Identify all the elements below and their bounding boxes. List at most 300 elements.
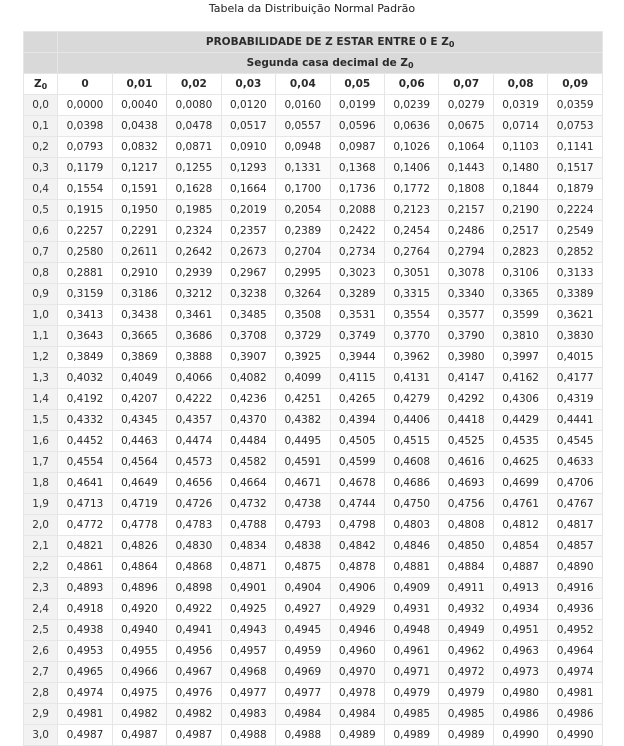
probability-cell: 0,4986 bbox=[548, 704, 603, 725]
probability-cell: 0,4890 bbox=[548, 557, 603, 578]
header-probability: PROBABILIDADE DE Z ESTAR ENTRE 0 E $Z_0$ bbox=[58, 32, 603, 53]
table-row bbox=[24, 704, 603, 725]
column-header: 0,05 bbox=[330, 74, 384, 95]
probability-cell: 0,0120 bbox=[221, 95, 275, 116]
probability-cell: 0,4394 bbox=[330, 410, 384, 431]
probability-cell: 0,4830 bbox=[167, 536, 221, 557]
column-header-z0: $Z_0$ bbox=[24, 74, 58, 95]
row-z-value: 0,2 bbox=[24, 137, 58, 158]
probability-cell: 0,1915 bbox=[58, 200, 112, 221]
probability-cell: 0,3508 bbox=[276, 305, 330, 326]
probability-cell: 0,4463 bbox=[112, 431, 166, 452]
row-z-value: 0,4 bbox=[24, 179, 58, 200]
probability-cell: 0,4964 bbox=[548, 641, 603, 662]
probability-cell: 0,1808 bbox=[439, 179, 493, 200]
probability-cell: 0,4222 bbox=[167, 389, 221, 410]
probability-cell: 0,4893 bbox=[58, 578, 112, 599]
table-row bbox=[24, 389, 603, 410]
probability-cell: 0,3186 bbox=[112, 284, 166, 305]
probability-cell: 0,4983 bbox=[221, 704, 275, 725]
probability-cell: 0,4986 bbox=[493, 704, 547, 725]
probability-cell: 0,3554 bbox=[385, 305, 439, 326]
probability-cell: 0,4925 bbox=[221, 599, 275, 620]
probability-cell: 0,0279 bbox=[439, 95, 493, 116]
probability-cell: 0,0000 bbox=[58, 95, 112, 116]
probability-cell: 0,3770 bbox=[385, 326, 439, 347]
probability-cell: 0,4857 bbox=[548, 536, 603, 557]
probability-cell: 0,2190 bbox=[493, 200, 547, 221]
probability-cell: 0,4357 bbox=[167, 410, 221, 431]
probability-cell: 0,1368 bbox=[330, 158, 384, 179]
probability-cell: 0,0596 bbox=[330, 116, 384, 137]
table-row bbox=[24, 221, 603, 242]
probability-cell: 0,4332 bbox=[58, 410, 112, 431]
table-row bbox=[24, 494, 603, 515]
row-z-value: 1,7 bbox=[24, 452, 58, 473]
probability-cell: 0,0948 bbox=[276, 137, 330, 158]
probability-cell: 0,4909 bbox=[385, 578, 439, 599]
probability-cell: 0,3212 bbox=[167, 284, 221, 305]
probability-cell: 0,1517 bbox=[548, 158, 603, 179]
table-row bbox=[24, 641, 603, 662]
probability-cell: 0,4984 bbox=[276, 704, 330, 725]
probability-cell: 0,2881 bbox=[58, 263, 112, 284]
probability-cell: 0,0557 bbox=[276, 116, 330, 137]
row-z-value: 1,8 bbox=[24, 473, 58, 494]
probability-cell: 0,4788 bbox=[221, 515, 275, 536]
column-header: 0,08 bbox=[493, 74, 547, 95]
probability-cell: 0,3749 bbox=[330, 326, 384, 347]
probability-cell: 0,3962 bbox=[385, 347, 439, 368]
probability-cell: 0,4838 bbox=[276, 536, 330, 557]
probability-cell: 0,2764 bbox=[385, 242, 439, 263]
probability-cell: 0,4032 bbox=[58, 368, 112, 389]
probability-cell: 0,4686 bbox=[385, 473, 439, 494]
table-row bbox=[24, 725, 603, 746]
probability-cell: 0,1844 bbox=[493, 179, 547, 200]
probability-cell: 0,4972 bbox=[439, 662, 493, 683]
probability-cell: 0,1026 bbox=[385, 137, 439, 158]
probability-cell: 0,2517 bbox=[493, 221, 547, 242]
probability-cell: 0,4495 bbox=[276, 431, 330, 452]
probability-cell: 0,4854 bbox=[493, 536, 547, 557]
probability-cell: 0,4015 bbox=[548, 347, 603, 368]
probability-cell: 0,3599 bbox=[493, 305, 547, 326]
row-z-value: 2,2 bbox=[24, 557, 58, 578]
probability-cell: 0,4916 bbox=[548, 578, 603, 599]
probability-cell: 0,2939 bbox=[167, 263, 221, 284]
probability-cell: 0,4162 bbox=[493, 368, 547, 389]
probability-cell: 0,1591 bbox=[112, 179, 166, 200]
probability-cell: 0,4988 bbox=[276, 725, 330, 746]
header-row-decimal bbox=[24, 53, 603, 74]
row-z-value: 1,3 bbox=[24, 368, 58, 389]
row-z-value: 0,0 bbox=[24, 95, 58, 116]
probability-cell: 0,3997 bbox=[493, 347, 547, 368]
table-row bbox=[24, 368, 603, 389]
header-second-decimal: Segunda casa decimal de $Z_0$ bbox=[58, 53, 603, 74]
probability-cell: 0,0040 bbox=[112, 95, 166, 116]
probability-cell: 0,4429 bbox=[493, 410, 547, 431]
table-row bbox=[24, 431, 603, 452]
row-z-value: 0,3 bbox=[24, 158, 58, 179]
probability-cell: 0,4808 bbox=[439, 515, 493, 536]
probability-cell: 0,2224 bbox=[548, 200, 603, 221]
probability-cell: 0,2357 bbox=[221, 221, 275, 242]
probability-cell: 0,4875 bbox=[276, 557, 330, 578]
probability-cell: 0,4778 bbox=[112, 515, 166, 536]
row-z-value: 2,7 bbox=[24, 662, 58, 683]
probability-cell: 0,4131 bbox=[385, 368, 439, 389]
probability-cell: 0,4974 bbox=[58, 683, 112, 704]
probability-cell: 0,4911 bbox=[439, 578, 493, 599]
table-row bbox=[24, 557, 603, 578]
probability-cell: 0,3531 bbox=[330, 305, 384, 326]
probability-cell: 0,4951 bbox=[493, 620, 547, 641]
row-z-value: 1,4 bbox=[24, 389, 58, 410]
probability-cell: 0,2704 bbox=[276, 242, 330, 263]
row-z-value: 2,5 bbox=[24, 620, 58, 641]
probability-cell: 0,4265 bbox=[330, 389, 384, 410]
probability-cell: 0,4975 bbox=[112, 683, 166, 704]
probability-cell: 0,4693 bbox=[439, 473, 493, 494]
probability-cell: 0,4147 bbox=[439, 368, 493, 389]
probability-cell: 0,4957 bbox=[221, 641, 275, 662]
table-row bbox=[24, 179, 603, 200]
row-z-value: 2,3 bbox=[24, 578, 58, 599]
probability-cell: 0,4554 bbox=[58, 452, 112, 473]
probability-cell: 0,2486 bbox=[439, 221, 493, 242]
probability-cell: 0,4927 bbox=[276, 599, 330, 620]
probability-cell: 0,2019 bbox=[221, 200, 275, 221]
probability-cell: 0,1179 bbox=[58, 158, 112, 179]
probability-cell: 0,4955 bbox=[112, 641, 166, 662]
probability-cell: 0,3888 bbox=[167, 347, 221, 368]
probability-cell: 0,0319 bbox=[493, 95, 547, 116]
probability-cell: 0,4049 bbox=[112, 368, 166, 389]
table-row bbox=[24, 473, 603, 494]
probability-cell: 0,3315 bbox=[385, 284, 439, 305]
probability-cell: 0,3023 bbox=[330, 263, 384, 284]
probability-cell: 0,1443 bbox=[439, 158, 493, 179]
probability-cell: 0,4582 bbox=[221, 452, 275, 473]
probability-cell: 0,4949 bbox=[439, 620, 493, 641]
probability-cell: 0,3264 bbox=[276, 284, 330, 305]
probability-cell: 0,1950 bbox=[112, 200, 166, 221]
probability-cell: 0,0160 bbox=[276, 95, 330, 116]
table-body bbox=[24, 95, 603, 746]
probability-cell: 0,4292 bbox=[439, 389, 493, 410]
probability-cell: 0,4952 bbox=[548, 620, 603, 641]
probability-cell: 0,4913 bbox=[493, 578, 547, 599]
probability-cell: 0,4793 bbox=[276, 515, 330, 536]
table-row bbox=[24, 305, 603, 326]
probability-cell: 0,4977 bbox=[221, 683, 275, 704]
probability-cell: 0,4783 bbox=[167, 515, 221, 536]
table-row bbox=[24, 515, 603, 536]
table-row bbox=[24, 410, 603, 431]
probability-cell: 0,0478 bbox=[167, 116, 221, 137]
probability-cell: 0,0793 bbox=[58, 137, 112, 158]
probability-cell: 0,1293 bbox=[221, 158, 275, 179]
probability-cell: 0,2123 bbox=[385, 200, 439, 221]
probability-cell: 0,4982 bbox=[167, 704, 221, 725]
probability-cell: 0,4978 bbox=[330, 683, 384, 704]
probability-cell: 0,4931 bbox=[385, 599, 439, 620]
probability-cell: 0,2642 bbox=[167, 242, 221, 263]
table-row bbox=[24, 263, 603, 284]
probability-cell: 0,0080 bbox=[167, 95, 221, 116]
probability-cell: 0,4656 bbox=[167, 473, 221, 494]
probability-cell: 0,4484 bbox=[221, 431, 275, 452]
probability-cell: 0,4474 bbox=[167, 431, 221, 452]
probability-cell: 0,2673 bbox=[221, 242, 275, 263]
probability-cell: 0,4982 bbox=[112, 704, 166, 725]
probability-cell: 0,2995 bbox=[276, 263, 330, 284]
probability-cell: 0,3577 bbox=[439, 305, 493, 326]
probability-cell: 0,4938 bbox=[58, 620, 112, 641]
probability-cell: 0,4948 bbox=[385, 620, 439, 641]
probability-cell: 0,0239 bbox=[385, 95, 439, 116]
table-row bbox=[24, 95, 603, 116]
probability-cell: 0,4641 bbox=[58, 473, 112, 494]
probability-cell: 0,4878 bbox=[330, 557, 384, 578]
probability-cell: 0,2088 bbox=[330, 200, 384, 221]
probability-cell: 0,4756 bbox=[439, 494, 493, 515]
probability-cell: 0,4970 bbox=[330, 662, 384, 683]
probability-cell: 0,4535 bbox=[493, 431, 547, 452]
probability-cell: 0,4082 bbox=[221, 368, 275, 389]
column-header-row bbox=[24, 74, 603, 95]
probability-cell: 0,4599 bbox=[330, 452, 384, 473]
row-z-value: 2,8 bbox=[24, 683, 58, 704]
column-header: 0,06 bbox=[385, 74, 439, 95]
probability-cell: 0,4918 bbox=[58, 599, 112, 620]
probability-cell: 0,1103 bbox=[493, 137, 547, 158]
header-row-probability bbox=[24, 32, 603, 53]
probability-cell: 0,4616 bbox=[439, 452, 493, 473]
probability-cell: 0,4772 bbox=[58, 515, 112, 536]
table-row bbox=[24, 662, 603, 683]
probability-cell: 0,4956 bbox=[167, 641, 221, 662]
probability-cell: 0,0398 bbox=[58, 116, 112, 137]
column-header: 0,01 bbox=[112, 74, 166, 95]
probability-cell: 0,4881 bbox=[385, 557, 439, 578]
table-row bbox=[24, 116, 603, 137]
probability-cell: 0,2422 bbox=[330, 221, 384, 242]
probability-cell: 0,0675 bbox=[439, 116, 493, 137]
probability-cell: 0,4251 bbox=[276, 389, 330, 410]
column-header: 0,02 bbox=[167, 74, 221, 95]
probability-cell: 0,0753 bbox=[548, 116, 603, 137]
probability-cell: 0,4207 bbox=[112, 389, 166, 410]
probability-cell: 0,2794 bbox=[439, 242, 493, 263]
probability-cell: 0,4976 bbox=[167, 683, 221, 704]
probability-cell: 0,4967 bbox=[167, 662, 221, 683]
row-z-value: 1,0 bbox=[24, 305, 58, 326]
probability-cell: 0,2291 bbox=[112, 221, 166, 242]
probability-cell: 0,3051 bbox=[385, 263, 439, 284]
row-z-value: 0,8 bbox=[24, 263, 58, 284]
probability-cell: 0,4834 bbox=[221, 536, 275, 557]
probability-cell: 0,4945 bbox=[276, 620, 330, 641]
row-z-value: 0,6 bbox=[24, 221, 58, 242]
probability-cell: 0,2549 bbox=[548, 221, 603, 242]
probability-cell: 0,4812 bbox=[493, 515, 547, 536]
probability-cell: 0,2454 bbox=[385, 221, 439, 242]
page-title: Tabela da Distribuição Normal Padrão bbox=[208, 2, 416, 15]
probability-cell: 0,4738 bbox=[276, 494, 330, 515]
probability-cell: 0,4345 bbox=[112, 410, 166, 431]
probability-cell: 0,4452 bbox=[58, 431, 112, 452]
probability-cell: 0,4946 bbox=[330, 620, 384, 641]
probability-cell: 0,4192 bbox=[58, 389, 112, 410]
probability-cell: 0,3365 bbox=[493, 284, 547, 305]
probability-cell: 0,2852 bbox=[548, 242, 603, 263]
probability-cell: 0,4525 bbox=[439, 431, 493, 452]
probability-cell: 0,3078 bbox=[439, 263, 493, 284]
table-row bbox=[24, 599, 603, 620]
row-z-value: 1,9 bbox=[24, 494, 58, 515]
probability-cell: 0,1772 bbox=[385, 179, 439, 200]
table-row bbox=[24, 578, 603, 599]
probability-cell: 0,3485 bbox=[221, 305, 275, 326]
probability-cell: 0,1664 bbox=[221, 179, 275, 200]
probability-cell: 0,3389 bbox=[548, 284, 603, 305]
probability-cell: 0,3830 bbox=[548, 326, 603, 347]
column-header: 0,04 bbox=[276, 74, 330, 95]
probability-cell: 0,1700 bbox=[276, 179, 330, 200]
probability-cell: 0,3925 bbox=[276, 347, 330, 368]
probability-cell: 0,4968 bbox=[221, 662, 275, 683]
probability-cell: 0,4306 bbox=[493, 389, 547, 410]
table-row bbox=[24, 347, 603, 368]
probability-cell: 0,4678 bbox=[330, 473, 384, 494]
probability-cell: 0,4971 bbox=[385, 662, 439, 683]
probability-cell: 0,4936 bbox=[548, 599, 603, 620]
row-z-value: 3,0 bbox=[24, 725, 58, 746]
probability-cell: 0,2910 bbox=[112, 263, 166, 284]
probability-cell: 0,4099 bbox=[276, 368, 330, 389]
probability-cell: 0,4591 bbox=[276, 452, 330, 473]
probability-cell: 0,4864 bbox=[112, 557, 166, 578]
probability-cell: 0,4960 bbox=[330, 641, 384, 662]
row-z-value: 1,2 bbox=[24, 347, 58, 368]
probability-cell: 0,4884 bbox=[439, 557, 493, 578]
probability-cell: 0,4901 bbox=[221, 578, 275, 599]
probability-cell: 0,4842 bbox=[330, 536, 384, 557]
probability-cell: 0,4850 bbox=[439, 536, 493, 557]
probability-cell: 0,4922 bbox=[167, 599, 221, 620]
probability-cell: 0,4987 bbox=[167, 725, 221, 746]
probability-cell: 0,4965 bbox=[58, 662, 112, 683]
probability-cell: 0,4515 bbox=[385, 431, 439, 452]
probability-cell: 0,4961 bbox=[385, 641, 439, 662]
probability-cell: 0,4990 bbox=[493, 725, 547, 746]
probability-cell: 0,2054 bbox=[276, 200, 330, 221]
table-row bbox=[24, 137, 603, 158]
row-z-value: 0,1 bbox=[24, 116, 58, 137]
probability-cell: 0,3686 bbox=[167, 326, 221, 347]
probability-cell: 0,2580 bbox=[58, 242, 112, 263]
probability-cell: 0,3159 bbox=[58, 284, 112, 305]
probability-cell: 0,4564 bbox=[112, 452, 166, 473]
probability-cell: 0,4418 bbox=[439, 410, 493, 431]
probability-cell: 0,4963 bbox=[493, 641, 547, 662]
probability-cell: 0,4959 bbox=[276, 641, 330, 662]
row-z-value: 2,0 bbox=[24, 515, 58, 536]
probability-cell: 0,4896 bbox=[112, 578, 166, 599]
probability-cell: 0,4898 bbox=[167, 578, 221, 599]
probability-cell: 0,3106 bbox=[493, 263, 547, 284]
probability-cell: 0,3643 bbox=[58, 326, 112, 347]
probability-cell: 0,4633 bbox=[548, 452, 603, 473]
probability-cell: 0,4929 bbox=[330, 599, 384, 620]
table-row bbox=[24, 242, 603, 263]
table-row bbox=[24, 620, 603, 641]
probability-cell: 0,3665 bbox=[112, 326, 166, 347]
probability-cell: 0,4706 bbox=[548, 473, 603, 494]
probability-cell: 0,2967 bbox=[221, 263, 275, 284]
probability-cell: 0,4980 bbox=[493, 683, 547, 704]
probability-cell: 0,4750 bbox=[385, 494, 439, 515]
probability-cell: 0,4981 bbox=[58, 704, 112, 725]
row-z-value: 2,1 bbox=[24, 536, 58, 557]
row-z-value: 2,9 bbox=[24, 704, 58, 725]
probability-cell: 0,2389 bbox=[276, 221, 330, 242]
table-row bbox=[24, 683, 603, 704]
probability-cell: 0,4649 bbox=[112, 473, 166, 494]
probability-cell: 0,4941 bbox=[167, 620, 221, 641]
probability-cell: 0,4726 bbox=[167, 494, 221, 515]
probability-cell: 0,4713 bbox=[58, 494, 112, 515]
probability-cell: 0,1141 bbox=[548, 137, 603, 158]
probability-cell: 0,4934 bbox=[493, 599, 547, 620]
table-row bbox=[24, 200, 603, 221]
probability-cell: 0,4973 bbox=[493, 662, 547, 683]
probability-cell: 0,4732 bbox=[221, 494, 275, 515]
probability-cell: 0,4744 bbox=[330, 494, 384, 515]
probability-cell: 0,2157 bbox=[439, 200, 493, 221]
probability-cell: 0,4608 bbox=[385, 452, 439, 473]
probability-cell: 0,3238 bbox=[221, 284, 275, 305]
probability-cell: 0,4988 bbox=[221, 725, 275, 746]
probability-cell: 0,2734 bbox=[330, 242, 384, 263]
probability-cell: 0,2823 bbox=[493, 242, 547, 263]
probability-cell: 0,3849 bbox=[58, 347, 112, 368]
probability-cell: 0,1736 bbox=[330, 179, 384, 200]
column-header: 0,07 bbox=[439, 74, 493, 95]
probability-cell: 0,4370 bbox=[221, 410, 275, 431]
probability-cell: 0,4545 bbox=[548, 431, 603, 452]
probability-cell: 0,4981 bbox=[548, 683, 603, 704]
probability-cell: 0,1879 bbox=[548, 179, 603, 200]
probability-cell: 0,4625 bbox=[493, 452, 547, 473]
probability-cell: 0,4177 bbox=[548, 368, 603, 389]
column-header: 0,03 bbox=[221, 74, 275, 95]
column-header: 0,09 bbox=[548, 74, 603, 95]
probability-cell: 0,4989 bbox=[439, 725, 493, 746]
probability-cell: 0,4985 bbox=[385, 704, 439, 725]
probability-cell: 0,3708 bbox=[221, 326, 275, 347]
row-z-value: 0,9 bbox=[24, 284, 58, 305]
probability-cell: 0,4798 bbox=[330, 515, 384, 536]
probability-cell: 0,4904 bbox=[276, 578, 330, 599]
probability-cell: 0,4984 bbox=[330, 704, 384, 725]
probability-cell: 0,4664 bbox=[221, 473, 275, 494]
probability-cell: 0,4671 bbox=[276, 473, 330, 494]
normal-distribution-table bbox=[23, 31, 603, 746]
